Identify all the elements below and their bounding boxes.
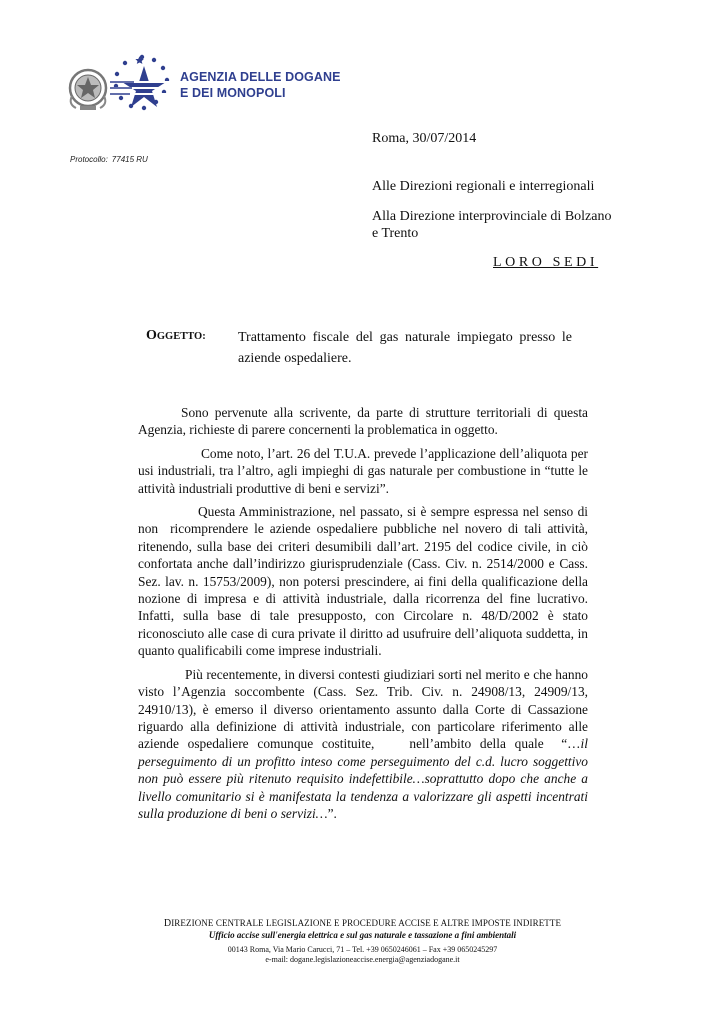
- quote-line: [138, 805, 588, 822]
- paragraph-4: [138, 666, 588, 823]
- text-fragment: ”.: [327, 805, 337, 821]
- text-line: non ricomprendere le aziende ospedaliere pubbliche nel novero di tali attività,: [138, 521, 588, 537]
- text-line: Sez. lav. n. 15753/2009), non potersi prescindere, ai fini della qualificazione della: [138, 573, 588, 589]
- letter-body: [138, 404, 588, 828]
- text-line: Come noto, l’art. 26 del T.U.A. prevede l’applicazione dell’aliquota per: [201, 445, 588, 461]
- text-line: confortata anche dall’indirizzo giurisprudenziale (Cass. Civ. n. 2514/2000 e Cass.: [138, 556, 588, 572]
- quote-line: perseguimento di un profitto inteso come perseguimento del c.d. lucro soggettivo: [138, 753, 588, 769]
- italic-fragment: sulla produzione di beni o servizi…: [138, 805, 328, 821]
- subject-line-1: Trattamento fiscale del gas naturale impiegato presso le: [238, 330, 572, 345]
- quote-line: non può essere più ritenuto requisito indefettibile…soprattutto dopo che anche a: [138, 771, 588, 787]
- footer-office: Ufficio accise sull'energia elettrica e sul gas naturale e tassazione a fini ambientali: [208, 930, 517, 940]
- agency-name: [180, 69, 341, 101]
- document-date: Roma, 30/07/2014: [372, 131, 477, 146]
- text-line: Agenzia, richieste di parere concernenti la problematica in oggetto.: [138, 422, 498, 438]
- text-line: Questa Amministrazione, nel passato, si è sempre espressa nel senso di: [198, 504, 588, 520]
- text-line: Sono pervenute alla scrivente, da parte di strutture territoriali di questa: [181, 405, 588, 420]
- recipient-bolzano-trento: Alla Direzione interprovinciale di Bolzano e Trento: [372, 209, 612, 241]
- text-line: riconosciuto alle case di cura private il diritto ad usufruire dell’aliquota suddetta, in: [138, 625, 588, 641]
- paragraph-1: [138, 404, 588, 439]
- agency-name-line1: AGENZIA DELLE DOGANE: [180, 70, 341, 84]
- subject-line-2: aziende ospedaliere.: [238, 351, 352, 366]
- recipient-regional: Alle Direzioni regionali e interregionali: [372, 179, 595, 194]
- text-line: ritenendo, sulla base dei criteri desumibili dall’art. 2195 del codice civile, in ciò: [138, 538, 588, 554]
- footer-directorate: [110, 918, 615, 929]
- loro-sedi: LORO SEDI: [493, 255, 599, 270]
- footer-directorate-rest: IREZIONE CENTRALE LEGISLAZIONE E PROCEDURE ACCISE E ALTRE IMPOSTE INDIRETTE: [171, 918, 562, 928]
- italic-fragment: il: [580, 736, 588, 752]
- text-line: 24910/13), è emerso il diverso orientamento assunto dalla Corte di Cassazione: [138, 701, 588, 717]
- text-line: attività industriali produttive di beni e servizi”.: [138, 480, 390, 496]
- agency-name-line2: E DEI MONOPOLI: [180, 86, 286, 100]
- footer-email: e-mail: dogane.legislazioneaccise.energia@agenziadogane.it: [265, 955, 460, 964]
- footer-address: 00143 Roma, Via Mario Carucci, 71 – Tel. +39 0650246061 – Fax +39 0650245297: [227, 945, 498, 954]
- text-line: nozione di impresa e di attività industriale, dalla ricorrenza del fine lucrativo.: [138, 591, 588, 607]
- subject-text: [238, 327, 572, 369]
- republic-emblem-icon: [66, 66, 110, 112]
- text-fragment: aziende ospedaliere comunque costituite, nell’ambito della quale “…: [138, 736, 581, 752]
- text-line: quanto qualificabili come imprese industriali.: [138, 643, 382, 659]
- text-line: [138, 735, 588, 752]
- text-line: riguardo alla definizione di attività industriale, con particolare riferimento alle: [138, 718, 588, 734]
- protocol: [70, 155, 148, 164]
- text-line: usi industriali, tra l’altro, agli impieghi di gas naturale per combustione in “tutte le: [138, 463, 588, 479]
- protocol-label: Protocollo:: [70, 155, 108, 164]
- subject-label-rest: GGETTO:: [156, 331, 206, 342]
- paragraph-3: [138, 503, 588, 660]
- text-line: Infatti, sulla base di tale presupposto, con Circolare n. 48/D/2002 è stato: [138, 608, 588, 624]
- subject-label: [146, 327, 206, 344]
- quote-line: livello comunitario si è manifestata la tendenza a valorizzare gli aspetti incentrati: [138, 788, 588, 804]
- text-line: Più recentemente, in diversi contesti giudiziari sorti nel merito e che hanno: [185, 666, 588, 682]
- agency-star-logo-icon: [106, 52, 178, 118]
- protocol-number: 77415 RU: [111, 155, 148, 164]
- paragraph-2: [138, 445, 588, 497]
- text-line: visto l’Agenzia soccombente (Cass. Sez. Trib. Civ. n. 24908/13, 24909/13,: [138, 684, 588, 700]
- subject-label-initial: O: [146, 328, 157, 343]
- footer-directorate-initial: D: [163, 918, 172, 929]
